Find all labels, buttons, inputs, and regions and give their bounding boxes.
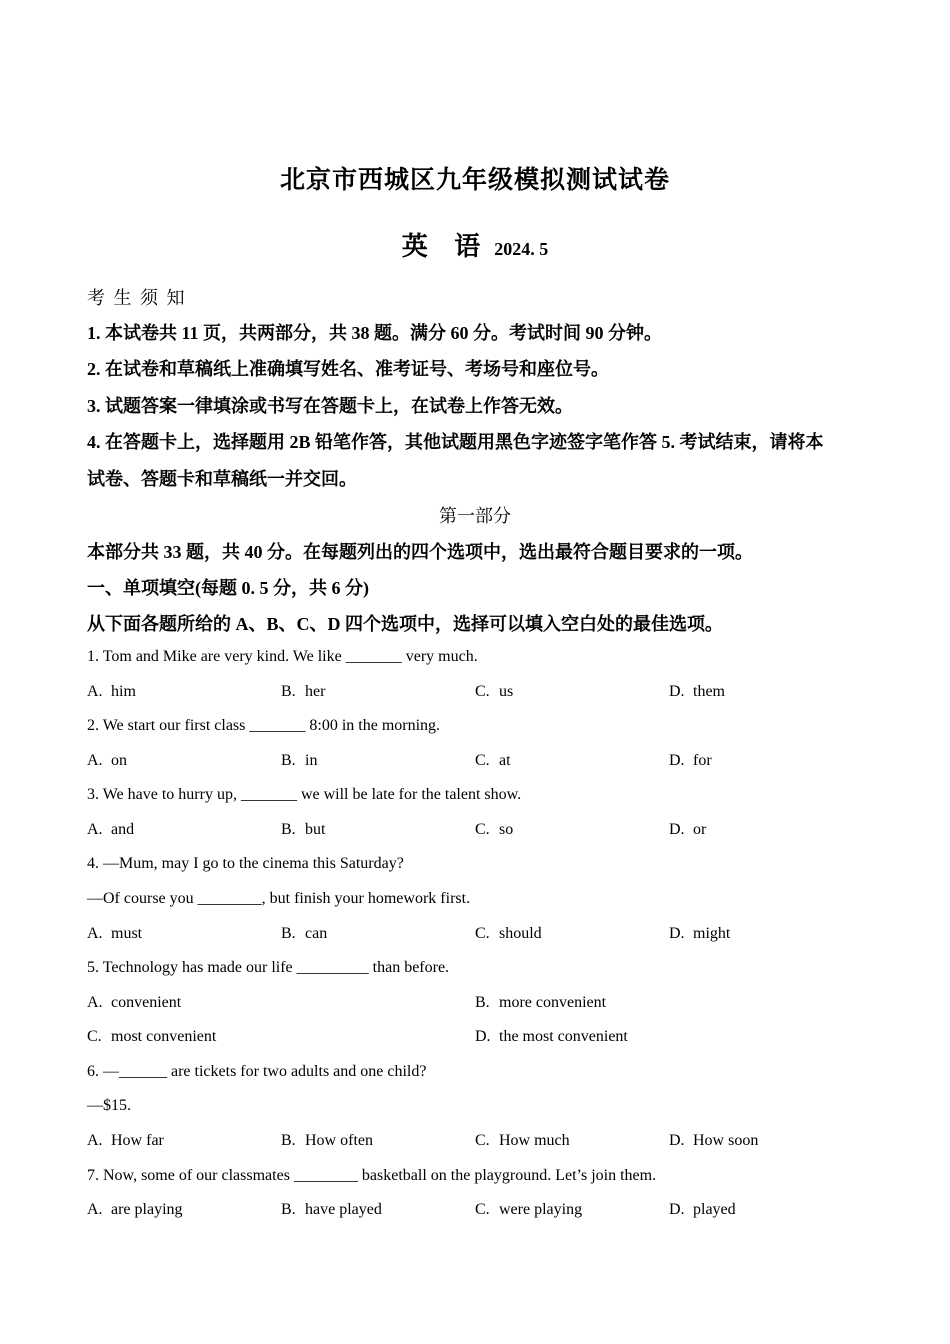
question-stem-continued: —$15. <box>87 1097 131 1114</box>
option-b: B. can <box>281 925 328 942</box>
notice-heading: 考 生 须 知 <box>87 288 187 308</box>
option-c: C. most convenient <box>87 1028 217 1045</box>
option-b: B. in <box>281 752 318 769</box>
question-stem: 7. Now, some of our classmates ________ basketball on the playground. Let’s join them. <box>87 1167 657 1184</box>
option-b: B. but <box>281 821 326 838</box>
part1-title: 第一部分 <box>439 506 511 526</box>
option-d: D. How soon <box>669 1132 759 1149</box>
question-stem-continued: —Of course you ________, but finish your homework first. <box>87 890 471 907</box>
option-a: A. and <box>87 821 135 838</box>
question-stem: 2. We start our first class _______ 8:00 in the morning. <box>87 717 441 734</box>
question-stem: 4. —Mum, may I go to the cinema this Saturday? <box>87 855 404 872</box>
option-d: D. or <box>669 821 707 838</box>
option-b: B. have played <box>281 1201 382 1218</box>
notice-item-2: 2. 在试卷和草稿纸上准确填写姓名、准考证号、考场号和座位号。 <box>87 359 609 379</box>
option-a: A. How far <box>87 1132 164 1149</box>
part1-intro: 本部分共 33 题，共 40 分。在每题列出的四个选项中，选出最符合题目要求的一项。 <box>87 542 753 562</box>
option-a: A. must <box>87 925 143 942</box>
option-d: D. the most convenient <box>475 1028 628 1045</box>
option-c: C. at <box>475 752 511 769</box>
notice-item-4: 4. 在答题卡上，选择题用 2B 铅笔作答，其他试题用黑色字迹签字笔作答 5. 考试结束，请将本 <box>87 432 824 452</box>
option-c: C. should <box>475 925 542 942</box>
option-c: C. so <box>475 821 514 838</box>
option-a: A. are playing <box>87 1201 183 1218</box>
subject-name: 英 语 <box>401 232 491 261</box>
question-stem: 3. We have to hurry up, _______ we will be late for the talent show. <box>87 786 522 803</box>
question-stem: 5. Technology has made our life _________ than before. <box>87 959 450 976</box>
option-b: B. her <box>281 683 326 700</box>
section-title: 一、单项填空(每题 0. 5 分，共 6 分) <box>87 578 369 598</box>
question-stem: 1. Tom and Mike are very kind. We like _______ very much. <box>87 648 478 665</box>
subject-heading <box>0 226 950 263</box>
exam-date: 2024. 5 <box>494 239 549 259</box>
option-c: C. How much <box>475 1132 570 1149</box>
option-c: C. us <box>475 683 514 700</box>
option-d: D. them <box>669 683 725 700</box>
section-instruction: 从下面各题所给的 A、B、C、D 四个选项中，选择可以填入空白处的最佳选项。 <box>87 614 723 634</box>
notice-item-1: 1. 本试卷共 11 页，共两部分，共 38 题。满分 60 分。考试时间 90 分钟。 <box>87 323 663 343</box>
option-a: A. him <box>87 683 136 700</box>
option-d: D. played <box>669 1201 736 1218</box>
option-d: D. might <box>669 925 731 942</box>
question-stem: 6. —______ are tickets for two adults and one child? <box>87 1063 427 1080</box>
notice-item-5: 试卷、答题卡和草稿纸一并交回。 <box>87 469 357 489</box>
option-b: B. more convenient <box>475 994 607 1011</box>
notice-item-3: 3. 试题答案一律填涂或书写在答题卡上，在试卷上作答无效。 <box>87 396 573 416</box>
option-d: D. for <box>669 752 712 769</box>
option-a: A. on <box>87 752 127 769</box>
option-a: A. convenient <box>87 994 182 1011</box>
option-b: B. How often <box>281 1132 373 1149</box>
option-c: C. were playing <box>475 1201 583 1218</box>
page-title: 北京市西城区九年级模拟测试试卷 <box>279 167 670 194</box>
